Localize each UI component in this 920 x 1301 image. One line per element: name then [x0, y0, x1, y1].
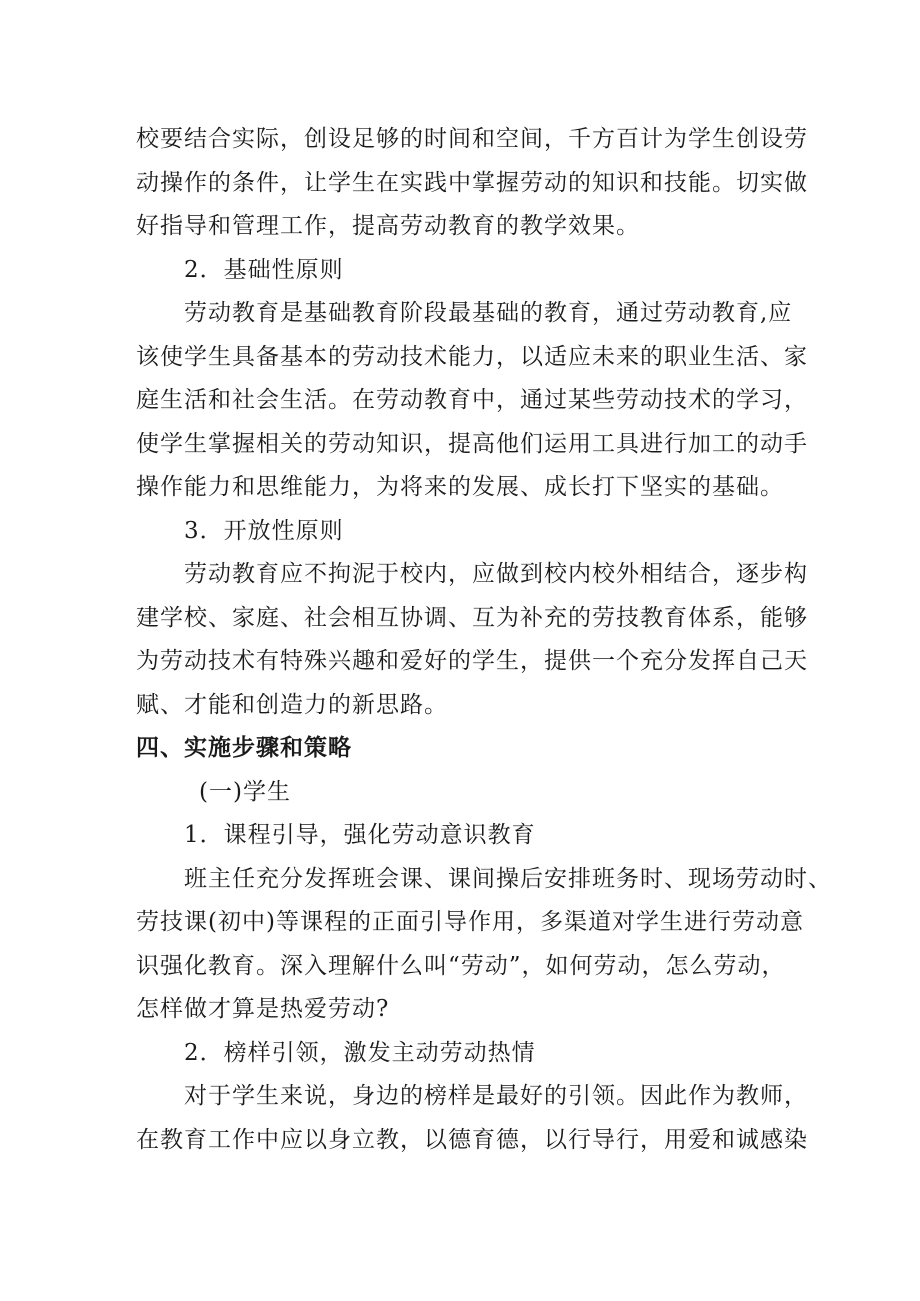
body-line: 劳动教育是基础教育阶段最基础的教育，通过劳动教育,应	[184, 300, 793, 326]
subsection-heading: (一)学生	[199, 779, 291, 805]
body-line: 怎样做才算是热爱劳动?	[136, 996, 390, 1022]
body-line: 班主任充分发挥班会课、课间操后安排班务时、现场劳动时、	[184, 866, 832, 892]
body-line: 在教育工作中应以身立教，以德育德，以行导行，用爱和诚感染	[136, 1127, 808, 1153]
body-line: 为劳动技术有特殊兴趣和爱好的学生，提供一个充分发挥自己天	[136, 648, 808, 674]
chapter-heading: 四、实施步骤和策略	[136, 735, 352, 761]
body-line: 建学校、家庭、社会相互协调、互为补充的劳技教育体系，能够	[136, 605, 808, 631]
body-line: 好指导和管理工作，提高劳动教育的教学效果。	[136, 213, 640, 239]
section-heading: 2．基础性原则	[184, 257, 344, 283]
section-heading: 2．榜样引领，激发主动劳动热情	[184, 1040, 536, 1066]
body-line: 动操作的条件，让学生在实践中掌握劳动的知识和技能。切实做	[136, 170, 808, 196]
body-line: 该使学生具备基本的劳动技术能力，以适应未来的职业生活、家	[136, 344, 808, 370]
body-line: 庭生活和社会生活。在劳动教育中，通过某些劳动技术的学习，	[136, 387, 808, 413]
body-line: 操作能力和思维能力，为将来的发展、成长打下坚实的基础。	[136, 474, 784, 500]
body-line: 劳技课(初中)等课程的正面引导作用，多渠道对学生进行劳动意	[136, 909, 804, 935]
body-line: 使学生掌握相关的劳动知识，提高他们运用工具进行加工的动手	[136, 431, 808, 457]
section-heading: 1．课程引导，强化劳动意识教育	[184, 822, 536, 848]
section-heading: 3．开放性原则	[184, 518, 344, 544]
body-line: 识强化教育。深入理解什么叫“劳动”，如何劳动，怎么劳动，	[136, 953, 786, 979]
body-line: 劳动教育应不拘泥于校内，应做到校内校外相结合，逐步构	[184, 561, 808, 587]
body-line: 校要结合实际，创设足够的时间和空间，千方百计为学生创设劳	[136, 126, 808, 152]
body-line: 赋、才能和创造力的新思路。	[136, 692, 448, 718]
body-line: 对于学生来说，身边的榜样是最好的引领。因此作为教师，	[184, 1083, 808, 1109]
